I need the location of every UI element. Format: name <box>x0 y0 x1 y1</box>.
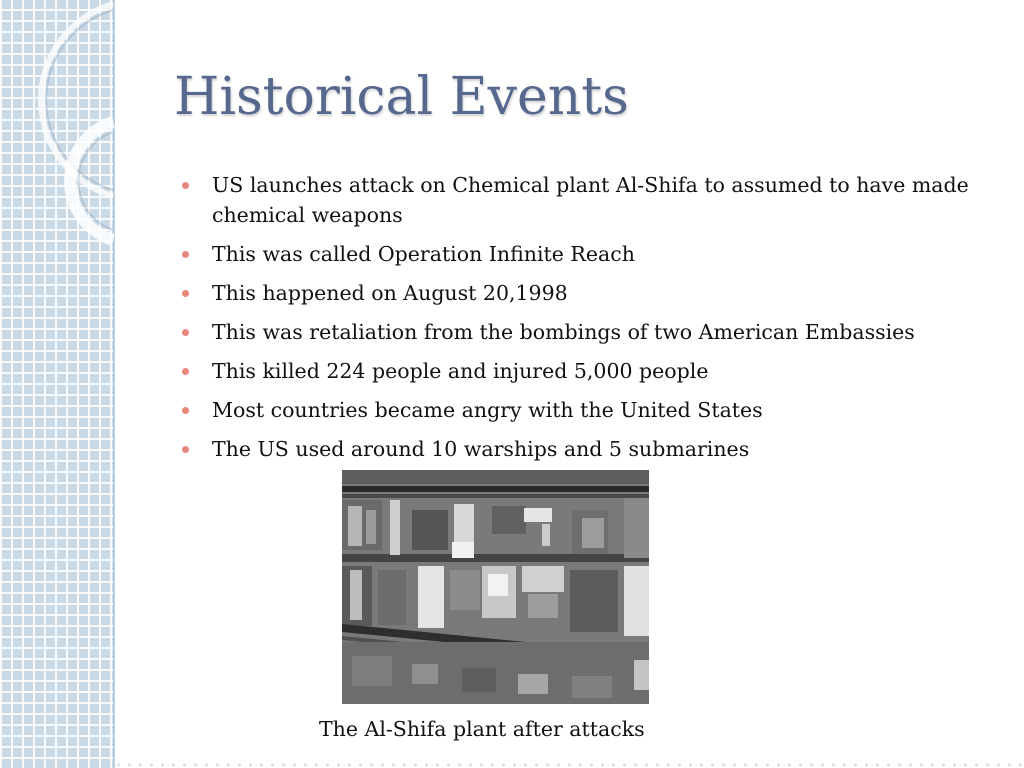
bullet-item <box>180 395 1000 425</box>
bullet-item <box>180 434 1000 464</box>
bullet-text: Most countries became angry with the United States <box>212 398 763 422</box>
slide-title: Historical Events <box>174 67 629 127</box>
bullet-list <box>180 170 1000 473</box>
bullet-item <box>180 317 1000 347</box>
bullet-text: This killed 224 people and injured 5,000 people <box>212 359 709 383</box>
aerial-photo-al-shifa <box>342 470 649 704</box>
image-caption: The Al-Shifa plant after attacks <box>319 717 645 741</box>
bullet-text: This was retaliation from the bombings of two American Embassies <box>212 320 915 344</box>
round-bullet-icon <box>182 368 189 375</box>
bullet-text: This was called Operation Infinite Reach <box>212 242 635 266</box>
round-bullet-icon <box>182 290 189 297</box>
round-bullet-icon <box>182 329 189 336</box>
bullet-item <box>180 278 1000 308</box>
bullet-text: The US used around 10 warships and 5 submarines <box>212 437 750 461</box>
bullet-text: US launches attack on Chemical plant Al-Shifa to assumed to have made chemical weapons <box>212 173 969 227</box>
bottom-dot-border <box>113 762 1024 768</box>
round-bullet-icon <box>182 251 189 258</box>
bullet-item <box>180 239 1000 269</box>
bullet-item <box>180 170 1000 230</box>
round-bullet-icon <box>182 182 189 189</box>
ring-arc-icon <box>0 0 200 260</box>
round-bullet-icon <box>182 446 189 453</box>
bullet-text: This happened on August 20,1998 <box>212 281 568 305</box>
bullet-item <box>180 356 1000 386</box>
round-bullet-icon <box>182 407 189 414</box>
